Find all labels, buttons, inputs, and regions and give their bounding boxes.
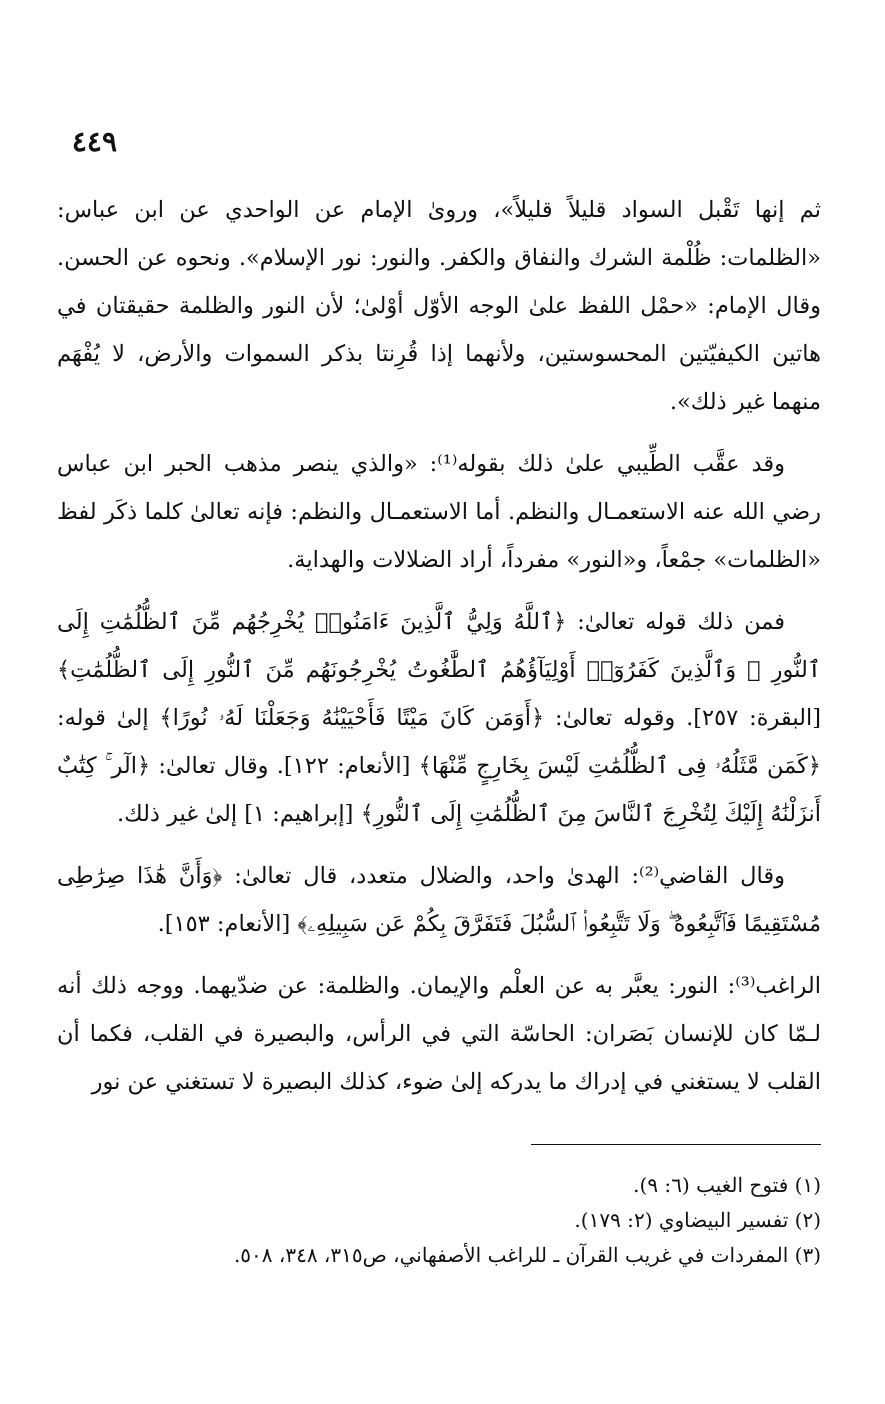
paragraph-2: وقد عقَّب الطِّيبي علىٰ ذلك بقوله⁽¹⁾: «والذي ينصر مذهب الحبر ابن عباس رضي الله عنه الاستعمـال والنظم. أما الاستعمـال والنظم: فإنه تعالىٰ كلما ذكَر لفظ «الظلمات» جمْعاً، و«النور» مفرداً، أراد الضلالات والهداية.	[57, 451, 821, 573]
main-text	[57, 186, 821, 1120]
footnote-3: (٣) المفردات في غريب القرآن ـ للراغب الأصفهاني، ص٣١٥، ٣٤٨، ٥٠٨.	[233, 1243, 821, 1267]
paragraph-3: فمن ذلك قوله تعالىٰ: ﴿ٱللَّهُ وَلِيُّ ٱلَّذِينَ ءَامَنُوا۟ يُخْرِجُهُم مِّنَ ٱلظُّلُمَٰتِ إِلَى ٱلنُّورِ ۖ وَٱلَّذِينَ كَفَرُوٓا۟ أَوْلِيَآؤُهُمُ ٱلطَّٰغُوتُ يُخْرِجُونَهُم مِّنَ ٱلنُّورِ إِلَى ٱلظُّلُمَٰتِ﴾ [البقرة: ٢٥٧]. وقوله تعالىٰ: ﴿أَوَمَن كَانَ مَيْتًا فَأَحْيَيْنَٰهُ وَجَعَلْنَا لَهُۥ نُورًا﴾ إلىٰ قوله: ﴿كَمَن مَّثَلُهُۥ فِى ٱلظُّلُمَٰتِ لَيْسَ بِخَارِجٍ مِّنْهَا﴾ [الأنعام: ١٢٢]. وقال تعالىٰ: ﴿الٓر ۚ كِتَٰبٌ أَنزَلْنَٰهُ إِلَيْكَ لِتُخْرِجَ ٱلنَّاسَ مِنَ ٱلظُّلُمَٰتِ إِلَى ٱلنُّورِ﴾ [إبراهيم: ١] إلىٰ غير ذلك.	[57, 609, 821, 827]
paragraph-1: ثم إنها تَقْبل السواد قليلاً قليلاً»، وروىٰ الإمام عن الواحدي عن ابن عباس: «الظلمات: ظُلْمة الشرك والنفاق والكفر. والنور: نور الإسلام». ونحوه عن الحسن. وقال الإمام: «حمْل اللفظ علىٰ الوجه الأوّل أوْلىٰ؛ لأن النور والظلمة حقيقتان في هاتين الكيفيّتين المحسوستين، ولأنهما إذا قُرِنتا بذكر السموات والأرض، لا يُفْهَم منهما غير ذلك».	[57, 197, 821, 415]
paragraph-4: وقال القاضي⁽²⁾: الهدىٰ واحد، والضلال متعدد، قال تعالىٰ: ﴿وَأَنَّ هَٰذَا صِرَٰطِى مُسْتَقِيمًا فَٱتَّبِعُوهُ ۖ وَلَا تَتَّبِعُوا۟ ٱلسُّبُلَ فَتَفَرَّقَ بِكُمْ عَن سَبِيلِهِۦ﴾ [الأنعام: ١٥٣].	[57, 863, 821, 937]
footnote-2: (٢) تفسير البيضاوي (٢: ١٧٩).	[574, 1208, 821, 1232]
footnote-separator	[531, 1144, 821, 1145]
page-number: ٤٤٩	[71, 125, 117, 158]
paragraph-5: الراغب⁽³⁾: النور: يعبَّر به عن العلْم والإيمان. والظلمة: عن ضدّيهما. ووجه ذلك أنه لـمّا كان للإنسان بَصَران: الحاسّة التي في الرأس، والبصيرة في القلب، فكما أن القلب لا يستغني في إدراك ما يدركه إلىٰ ضوء، كذلك البصيرة لا تستغني عن نور	[57, 973, 821, 1095]
footnote-1: (١) فتوح الغيب (٦: ٩).	[633, 1173, 821, 1197]
footnotes	[57, 1168, 821, 1273]
